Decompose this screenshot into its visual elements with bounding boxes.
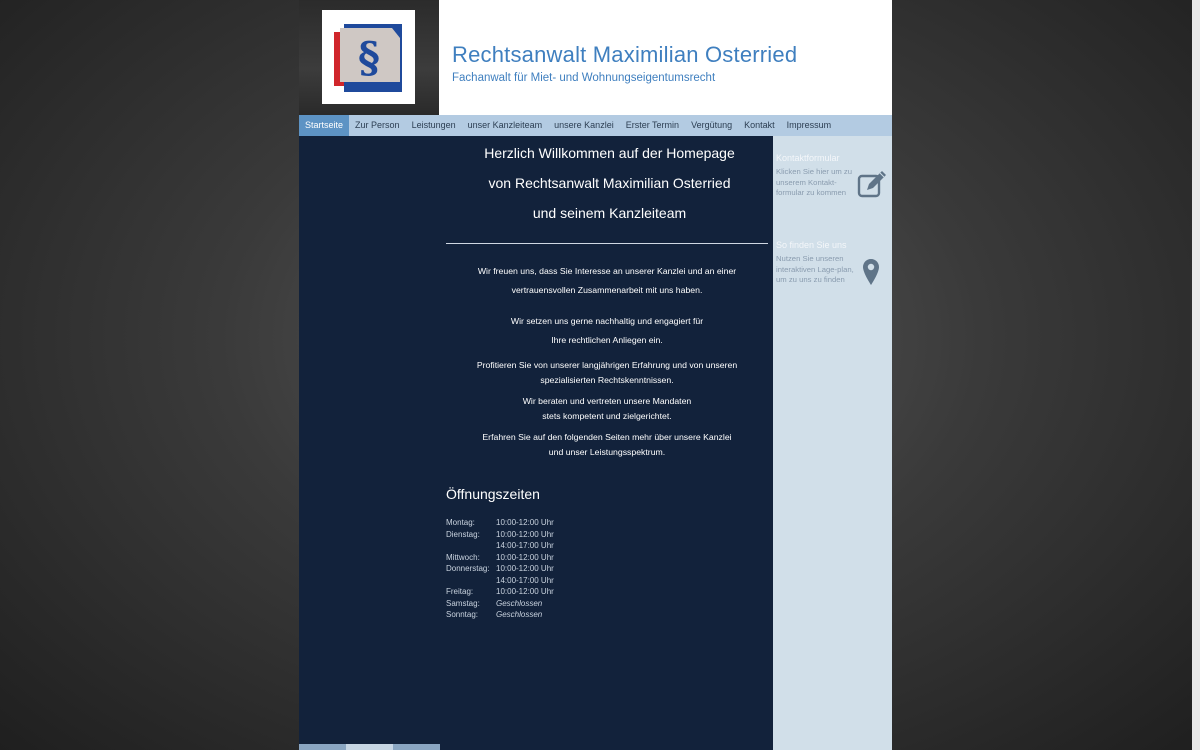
hours-time: 10:00-12:00 Uhr [496, 518, 554, 527]
contact-form-text: Klicken Sie hier um zu unserem Kontakt-formular zu kommen [776, 167, 853, 197]
logo-area [299, 0, 439, 115]
hours-day [446, 540, 496, 552]
nav-item-startseite[interactable]: Startseite [299, 115, 349, 136]
more-info-paragraph [446, 430, 768, 459]
site-subtitle: Fachanwalt für Miet- und Wohnungseigentumsrecht [452, 72, 716, 84]
location-teaser[interactable] [773, 240, 892, 300]
hours-time: 10:00-12:00 Uhr [496, 552, 554, 562]
hours-row [446, 563, 554, 575]
hours-time: 14:00-17:00 Uhr [496, 575, 554, 585]
scrollbar[interactable] [1192, 0, 1200, 750]
hours-time: 10:00-12:00 Uhr [496, 529, 554, 539]
location-title[interactable]: So finden Sie uns [776, 240, 847, 250]
hours-day: Freitag: [446, 587, 474, 596]
hours-day: Mittwoch: [446, 552, 480, 562]
opening-hours-table [446, 517, 554, 621]
contact-form-title[interactable]: Kontaktformular [776, 153, 840, 163]
hours-row [446, 609, 554, 621]
hours-row [446, 552, 554, 564]
welcome-line: und seinem Kanzleiteam [532, 205, 687, 221]
intro-paragraph [446, 262, 768, 300]
logo-glyph: § [358, 33, 380, 82]
hours-row [446, 586, 554, 598]
commitment-paragraph [446, 312, 768, 350]
hours-day: Sonntag: [446, 610, 479, 619]
nav-item-zur-person[interactable]: Zur Person [355, 120, 400, 130]
site-title[interactable]: Rechtsanwalt Maximilian Osterried [452, 42, 798, 67]
contact-form-teaser[interactable] [773, 153, 892, 213]
map-pin-icon[interactable] [862, 258, 880, 286]
nav-item-erster-termin[interactable]: Erster Termin [625, 120, 680, 130]
hours-row [446, 517, 554, 529]
hours-row [446, 540, 554, 552]
nav-item-kanzleiteam[interactable]: unser Kanzleiteam [467, 120, 543, 130]
hours-time: 10:00-12:00 Uhr [496, 564, 554, 573]
bottom-tabs [299, 744, 440, 750]
bottom-tab[interactable] [346, 744, 393, 750]
main-content [446, 136, 773, 750]
hours-day [446, 575, 496, 587]
paragraph-line: vertrauensvollen Zusammenarbeit mit uns haben. [511, 285, 703, 295]
advice-paragraph [446, 394, 768, 423]
hours-day: Samstag: [446, 598, 480, 608]
experience-paragraph [446, 358, 768, 387]
welcome-heading [446, 136, 773, 228]
paragraph-logo-icon [322, 10, 415, 104]
site-logo[interactable] [322, 10, 415, 104]
paragraph-line: stets kompetent und zielgerichtet. [542, 410, 672, 421]
paragraph-line: spezialisierten Rechtskenntnissen. [540, 374, 674, 385]
welcome-line: von Rechtsanwalt Maximilian Osterried [488, 175, 731, 191]
paragraph-line: Erfahren Sie auf den folgenden Seiten mehr über unsere Kanzlei [482, 432, 732, 442]
divider [446, 243, 768, 244]
hours-row [446, 575, 554, 587]
paragraph-line: Wir freuen uns, dass Sie Interesse an unserer Kanzlei und an einer [477, 266, 737, 276]
page-wrapper [299, 0, 892, 750]
hours-day: Dienstag: [446, 529, 480, 539]
hours-row [446, 598, 554, 610]
nav-item-leistungen[interactable]: Leistungen [411, 120, 456, 130]
bottom-tab[interactable] [393, 744, 440, 750]
hours-day: Montag: [446, 518, 475, 527]
paragraph-line: Wir beraten und vertreten unsere Mandaten [522, 396, 692, 406]
nav-item-kanzlei[interactable]: unsere Kanzlei [554, 120, 614, 130]
nav-item-verguetung[interactable]: Vergütung [691, 120, 733, 130]
main-navigation [299, 115, 892, 136]
welcome-line: Herzlich Willkommen auf der Homepage [484, 145, 735, 161]
nav-item-kontakt[interactable]: Kontakt [744, 120, 775, 130]
nav-item-impressum[interactable]: Impressum [786, 120, 832, 130]
hours-day: Donnerstag: [446, 564, 490, 573]
header-banner [439, 0, 892, 115]
paragraph-line: und unser Leistungsspektrum. [548, 446, 666, 457]
location-text: Nutzen Sie unseren interaktiven Lage-plan, um zu uns zu finden [776, 254, 854, 284]
site-header [299, 0, 892, 115]
hours-time: Geschlossen [496, 610, 543, 619]
bottom-tab[interactable] [299, 744, 346, 750]
hours-time: 14:00-17:00 Uhr [496, 541, 554, 550]
right-sidebar [773, 136, 892, 750]
opening-hours-title: Öffnungszeiten [446, 486, 540, 502]
hours-time: 10:00-12:00 Uhr [496, 587, 554, 596]
paragraph-line: Ihre rechtlichen Anliegen ein. [551, 335, 663, 345]
edit-icon[interactable] [857, 171, 887, 199]
hours-time: Geschlossen [496, 598, 543, 608]
hours-row [446, 529, 554, 541]
left-column [299, 136, 446, 750]
paragraph-line: Profitieren Sie von unserer langjährigen Erfahrung und von unseren [476, 360, 738, 370]
paragraph-line: Wir setzen uns gerne nachhaltig und engagiert für [510, 316, 704, 326]
